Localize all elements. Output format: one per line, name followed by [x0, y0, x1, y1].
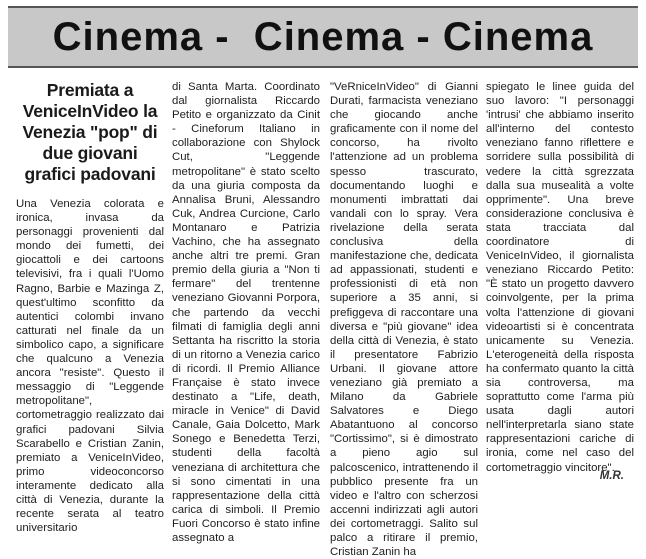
masthead-title: Cinema - Cinema - Cinema	[52, 14, 594, 59]
column-1-text: Una Venezia colorata e ironica, invasa da personaggi provenienti dal mondo dei fumetti, dei giocattoli e dei cartoons televisivi, fra i quali l'Uomo Ragno, Barbie e Mazinga Z, quest'ultimo sconfitto da autentici colombi invano catturati nel finale da un simbolico capo, a significare che qualcuno a Venezia ancora "resiste". Questo il messaggio di "Leggende metropolitane", cortometraggio realizzato dai grafici padovani Silvia Scarabello e Cristian Zanin, premiato a VeniceInVideo, primo videoconcorso interamente dedicato alla città di Venezia, durante la recente serata al teatro universitario	[16, 198, 164, 535]
article-column-3	[330, 80, 478, 559]
column-4-text: spiegato le linee guida del suo lavoro: "I personaggi 'intrusi' che abbiamo inserito all'interno del contesto veneziano fanno riflettere e sorridere sulla possibilità di vedere la città sgrezzata dalla sua musealità a volte opprimente". Una breve considerazione conclusiva è stata tracciata dal coordinatore di VeniceInVideo, il giornalista veneziano Riccardo Petito: "È stato un progetto davvero coinvolgente, per la prima volta l'attenzione di giovani videoartisti si è concentrata unicamente su Venezia. L'eterogeneità della risposta ha confermato quanto la città sia controversa, ma soprattutto come l'arma più usata dagli autori nell'interpretarla siano state rappresentazioni cariche di ironia, come nel caso del cortometraggio vincitore".	[486, 81, 634, 474]
section-masthead	[8, 6, 638, 68]
article-column-1	[16, 76, 164, 535]
article-column-4	[486, 80, 634, 475]
article-column-2	[172, 80, 320, 545]
column-2-text: di Santa Marta. Coordinato dal giornalista Riccardo Petito e organizzato da Cinit - Cineforum Italiano in collaborazione con Shylock Cut, "Leggende metropolitane" è stato scelto da una giuria composta da Annalisa Bruni, Alessandro Cuk, Andrea Curcione, Carlo Montanaro e Patrizia Vachino, che ha assegnato anche altri tre premi. Gran premio della giuria a "Non ti fermare" del trentenne veneziano Giovanni Porpora, che partendo da vecchi filmati di famiglia degli anni Settanta ha riscritto la storia di un ritorno a Venezia carico di ricordi. Il Premio Alliance Française è stato invece destinato a "Life, death, miracle in Venice" di David Canale, Gaia Dolcetto, Mark Sonego e Benedetta Terzi, studenti della facoltà veneziana di architettura che si sono cimentati in una rappresentazione della città carica di simboli. Il Premio Fuori Concorso è stato infine assegnato a	[172, 81, 320, 544]
column-3-text: "VeRniceInVideo" di Gianni Durati, farmacista veneziano che giocando anche graficamente con il nome del concorso, ha rivolto l'attenzione ad un problema spesso trascurato, documentando luoghi e monumenti imbrattati dai vandali con lo spray. Vera rivelazione della serata conclusiva della manifestazione che, dedicata ad appassionati, studenti e professionisti di età non superiore a 35 anni, si prefiggeva di raccontare una diversa e "più giovane" idea della città di Venezia, è stato il presentatore Fabrizio Urbani. Il giovane attore veneziano già premiato a Milano da Gabriele Salvatores e Diego Abatantuono al concorso "Cortissimo", si è dimostrato a pieno agio sul palcoscenico, intrattenendo il pubblico presente fra un video e l'altro con scherzosi accenni indirizzati agli autori dei cortometraggi. Salito sul palco a ritirare il premio, Cristian Zanin ha	[330, 81, 478, 559]
author-signature: M.R.	[599, 470, 624, 482]
article-headline: Premiata a VeniceInVideo la Venezia "pop" di due giovani grafici padovani	[22, 80, 158, 184]
